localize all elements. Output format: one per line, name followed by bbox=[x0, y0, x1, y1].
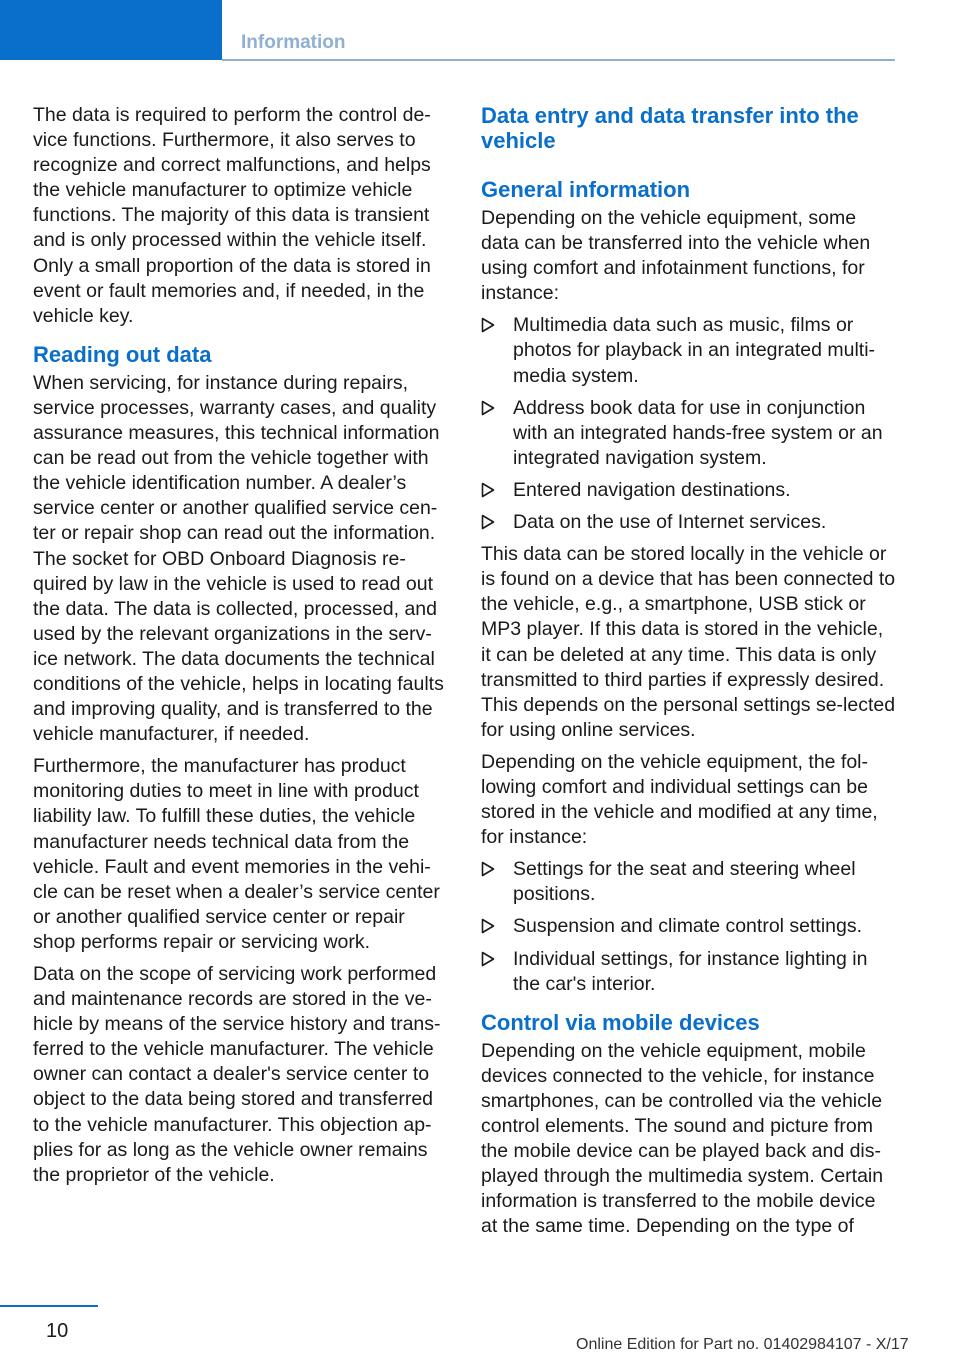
list-item bbox=[481, 313, 897, 388]
list-item-text: Individual settings, for instance lighting in the car's interior. bbox=[513, 947, 868, 995]
list-item-text: Multimedia data such as music, films or photos for playback in an integrated multi-media system. bbox=[513, 314, 876, 387]
paragraph: Depending on the vehicle equipment, the fol-lowing comfort and individual settings can be stored in the vehicle and modified at any time, for instance: bbox=[481, 750, 878, 849]
list-item-text: Address book data for use in conjunction with an integrated hands-free system or an integrated navigation system. bbox=[513, 396, 883, 469]
triangle-right-outline-icon bbox=[481, 317, 495, 333]
triangle-right-outline-icon bbox=[481, 400, 495, 416]
heading-reading-out-data: Reading out data bbox=[33, 341, 212, 367]
list-item bbox=[481, 478, 897, 503]
triangle-right-outline-icon bbox=[481, 861, 495, 877]
paragraph: Depending on the vehicle equipment, some data can be transferred into the vehicle when using comfort and infotainment functions, for instance: bbox=[481, 207, 871, 305]
paragraph: The data is required to perform the control de-vice functions. Furthermore, it also serves to recognize and correct malfunctions, and helps the vehicle manufacturer to optimize vehicle functions. The majority of this data is transient and is only processed within the vehicle itself. Only a small proportion of the data is stored in event or fault memories and, if needed, in the vehicle key. bbox=[33, 104, 431, 327]
footer-rule bbox=[0, 1305, 98, 1307]
paragraph: When servicing, for instance during repairs, service processes, warranty cases, and quality assurance measures, this technical information can be read out from the vehicle together with the vehicle identification number. A dealer’s service center or another qualified service cen-ter or repair shop can read out the information. The socket for OBD Onboard Diagnosis re-quired by law in the vehicle is used to read out the data. The data is collected, processed, and used by the relevant organizations in the serv-ice network. The data documents the technical conditions of the vehicle, helps in locating faults and improving quality, and is transferred to the vehicle manufacturer, if needed. bbox=[33, 371, 444, 746]
section-title: Information bbox=[241, 32, 346, 53]
list-item bbox=[481, 947, 897, 997]
triangle-right-outline-icon bbox=[481, 918, 495, 934]
triangle-right-outline-icon bbox=[481, 482, 495, 498]
right-column bbox=[481, 103, 897, 1246]
triangle-right-outline-icon bbox=[481, 514, 495, 530]
header-rule bbox=[222, 59, 895, 61]
left-column bbox=[33, 103, 449, 1195]
heading-general-information: General information bbox=[481, 177, 691, 202]
list-item bbox=[481, 857, 897, 907]
header-accent-bar bbox=[0, 0, 222, 60]
paragraph: Furthermore, the manufacturer has product monitoring duties to meet in line with product liability law. To fulfill these duties, the vehicle manufacturer needs technical data from the vehicle. Fault and event memories in the vehi-cle can be reset when a dealer’s service center or another qualified service center or repair shop performs repair or servicing work. bbox=[33, 755, 440, 953]
page-number: 10 bbox=[46, 1320, 69, 1342]
list-item-text: Data on the use of Internet services. bbox=[513, 511, 827, 534]
heading-control-via-mobile-devices: Control via mobile devices bbox=[481, 1009, 760, 1035]
bullet-list bbox=[481, 857, 897, 996]
list-item bbox=[481, 396, 897, 471]
bullet-list bbox=[481, 313, 897, 535]
triangle-right-outline-icon bbox=[481, 951, 495, 967]
paragraph: Depending on the vehicle equipment, mobile devices connected to the vehicle, for instance smartphones, can be controlled via the vehicle control elements. The sound and picture from the mobile device can be played back and dis-played through the multimedia system. Certain information is transferred to the mobile device at the same time. Depending on the type of bbox=[481, 1039, 884, 1238]
paragraph: Data on the scope of servicing work performed and maintenance records are stored in the ve-hicle by means of the service history and trans-ferred to the vehicle manufacturer. The vehicle owner can contact a dealer's service center to object to the data being stored and transferred to the vehicle manufacturer. This objection ap-plies for as long as the vehicle owner remains the proprietor of the vehicle. bbox=[33, 963, 441, 1186]
list-item bbox=[481, 914, 897, 939]
list-item bbox=[481, 510, 897, 535]
list-item-text: Settings for the seat and steering wheel positions. bbox=[513, 858, 856, 906]
paragraph: This data can be stored locally in the vehicle or is found on a device that has been connected to the vehicle, e.g., a smartphone, USB stick or MP3 player. If this data is stored in the vehicle, it can be deleted at any time. This data is only transmitted to third parties if expressly desired. This depends on the personal settings se-lected for using online services. bbox=[481, 543, 896, 741]
list-item-text: Entered navigation destinations. bbox=[513, 478, 791, 501]
list-item-text: Suspension and climate control settings. bbox=[513, 915, 863, 938]
edition-note: Online Edition for Part no. 01402984107 - X/17 bbox=[576, 1336, 909, 1353]
heading-data-entry: Data entry and data transfer into the vehicle bbox=[481, 103, 859, 153]
